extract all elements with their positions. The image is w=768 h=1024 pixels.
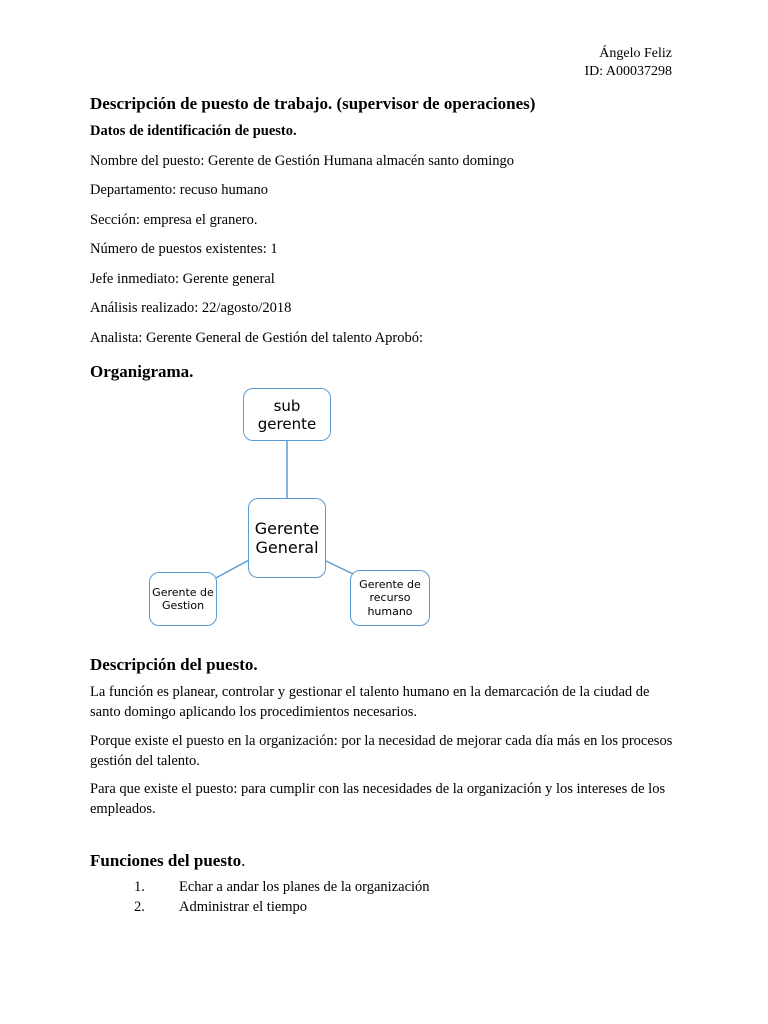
description-paragraph-3: Para que existe el puesto: para cumplir con las necesidades de la organización y los intereses de los empleados. (90, 781, 666, 817)
document-title: Descripción de puesto de trabajo. (supervisor de operaciones) (90, 94, 536, 113)
org-box-gerente-gestion: Gerente de Gestion (149, 572, 217, 626)
field-positions-count: Número de puestos existentes: 1 (90, 241, 278, 257)
student-id: ID: A00037298 (584, 64, 672, 79)
functions-heading-text: Funciones del puesto (90, 851, 242, 870)
identification-heading: Datos de identificación de puesto. (90, 123, 297, 139)
functions-heading-period: . (241, 851, 246, 870)
function-number-2: 2. (134, 899, 145, 915)
field-analysis-date: Análisis realizado: 22/agosto/2018 (90, 300, 292, 316)
description-heading: Descripción del puesto. (90, 655, 258, 674)
field-section: Sección: empresa el granero. (90, 212, 258, 228)
connector-left (214, 560, 249, 579)
function-item-2: Administrar el tiempo (179, 899, 308, 915)
functions-heading (90, 851, 245, 871)
function-item-1: Echar a andar los planes de la organización (179, 879, 430, 895)
org-box-sub-gerente: sub gerente (243, 388, 331, 441)
connector-right (324, 560, 353, 574)
function-number-1: 1. (134, 879, 145, 895)
field-job-name: Nombre del puesto: Gerente de Gestión Humana almacén santo domingo (90, 153, 515, 169)
field-department: Departamento: recuso humano (90, 182, 268, 198)
description-paragraph-2: Porque existe el puesto en la organización: por la necesidad de mejorar cada día más en los procesos gestión del talento. (90, 733, 673, 769)
org-chart-heading: Organigrama. (90, 362, 194, 381)
field-immediate-boss: Jefe inmediato: Gerente general (90, 271, 275, 287)
author-name: Ángelo Feliz (599, 46, 672, 61)
field-analyst: Analista: Gerente General de Gestión del talento Aprobó: (90, 330, 423, 346)
org-box-gerente-general: Gerente General (248, 498, 326, 578)
description-paragraph-1: La función es planear, controlar y gestionar el talento humano en la demarcación de la ciudad de santo domingo aplicando los procedimientos necesarios. (90, 684, 650, 720)
org-box-gerente-recurso-humano: Gerente de recurso humano (350, 570, 430, 626)
